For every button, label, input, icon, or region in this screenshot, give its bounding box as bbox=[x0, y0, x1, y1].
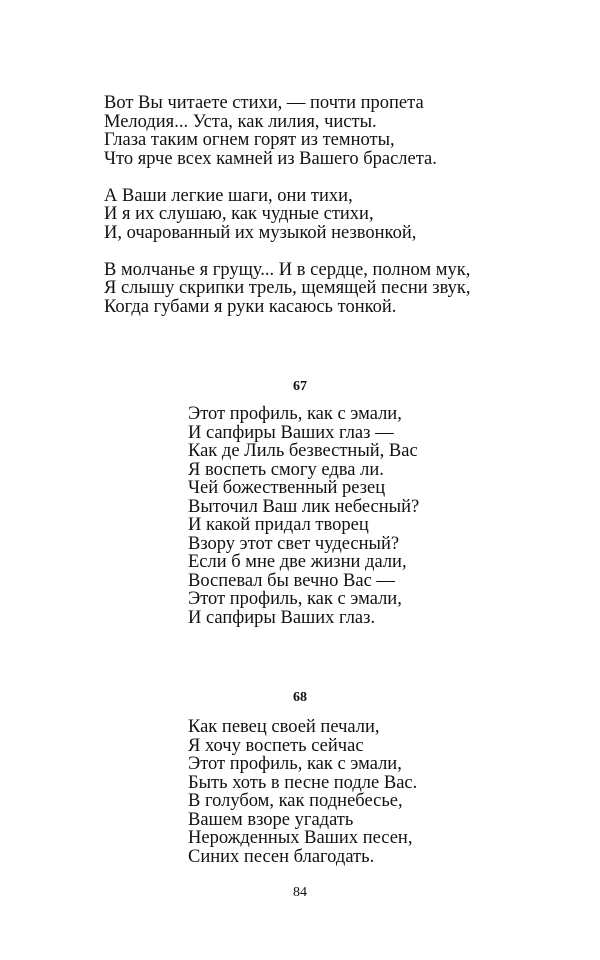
poem-line: Нерожденных Ваших песен, bbox=[188, 828, 413, 848]
poem-line: Если б мне две жизни дали, bbox=[188, 552, 407, 572]
poem-67 bbox=[188, 405, 419, 627]
stanza-gap bbox=[104, 168, 471, 187]
poem-line: Чей божественный резец bbox=[188, 478, 386, 498]
poem-line: Этот профиль, как с эмали, bbox=[188, 754, 402, 774]
poem-line: Этот профиль, как с эмали, bbox=[188, 404, 402, 424]
poem-line: Выточил Ваш лик небесный? bbox=[188, 496, 420, 517]
poem-line: Что ярче всех камней из Вашего браслета. bbox=[104, 148, 437, 169]
poem-line: Я слышу скрипки трель, щемящей песни звук, bbox=[104, 278, 471, 298]
poem-line: Как певец своей печали, bbox=[188, 717, 380, 737]
poem-line: Я воспеть смогу едва ли. bbox=[188, 459, 384, 480]
poem-number-68: 68 bbox=[293, 690, 307, 705]
poem-line: А Ваши легкие шаги, они тихи, bbox=[104, 185, 353, 206]
poem-line: И, очарованный их музыкой незвонкой, bbox=[104, 222, 417, 243]
poem-line: В голубом, как поднебесье, bbox=[188, 791, 403, 811]
poem-line: И я их слушаю, как чудные стихи, bbox=[104, 204, 374, 224]
poem-line: В молчанье я грущу... И в сердце, полном мук, bbox=[104, 259, 471, 280]
poem-continued bbox=[104, 94, 471, 316]
poem-line: Синих песен благодать. bbox=[188, 846, 375, 867]
poem-line: Как де Лиль безвестный, Вас bbox=[188, 441, 418, 461]
poem-number-67: 67 bbox=[293, 379, 307, 394]
poem-line: И какой придал творец bbox=[188, 515, 369, 535]
poem-line: И сапфиры Ваших глаз — bbox=[188, 422, 394, 443]
poem-line: Быть хоть в песне подле Вас. bbox=[188, 772, 418, 793]
poem-line: Вашем взоре угадать bbox=[188, 809, 354, 830]
poem-line: Этот профиль, как с эмали, bbox=[188, 589, 402, 609]
poem-line: Мелодия... Уста, как лилия, чисты. bbox=[104, 111, 377, 132]
poem-68 bbox=[188, 718, 417, 866]
poem-line: И сапфиры Ваших глаз. bbox=[188, 607, 376, 628]
page-number: 84 bbox=[293, 885, 307, 900]
stanza-gap bbox=[104, 242, 471, 261]
poem-line: Я хочу воспеть сейчас bbox=[188, 735, 364, 756]
poem-line: Когда губами я руки касаюсь тонкой. bbox=[104, 296, 397, 317]
poem-line: Вот Вы читаете стихи, — почти пропета bbox=[104, 93, 424, 113]
poem-line: Воспевал бы вечно Вас — bbox=[188, 570, 395, 591]
poem-line: Взору этот свет чудесный? bbox=[188, 533, 400, 554]
poem-line: Глаза таким огнем горят из темноты, bbox=[104, 130, 395, 150]
